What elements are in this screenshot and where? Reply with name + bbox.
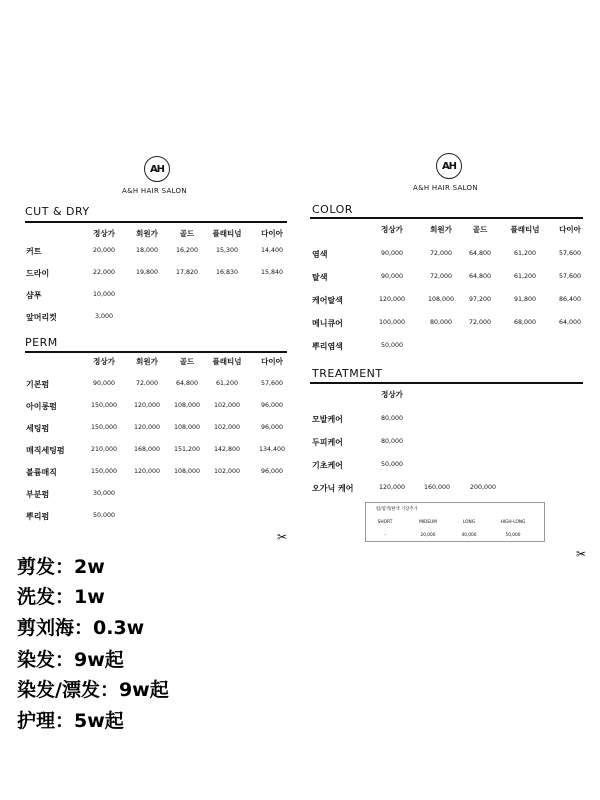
color-header-4: 다이아 [559,225,581,234]
logo-left: AH [144,156,170,182]
perm-row-value: 120,000 [133,402,161,409]
perm-header-2: 골드 [179,357,195,366]
treatment-row-value: 160,000 [423,484,451,491]
perm-row-label: 세팅펌 [26,424,50,433]
color-row-value: 61,200 [513,273,537,280]
color-row-label: 메니큐어 [312,319,343,328]
perm-row-value: 50,000 [92,512,116,519]
perm-row-value: 102,000 [213,468,241,475]
brand-name-left: A&H HAIR SALON [122,187,187,195]
perm-row-value: 120,000 [133,424,161,431]
perm-row-value: 61,200 [215,380,239,387]
perm-row-value: 151,200 [173,446,201,453]
perm-row-value: 108,000 [173,402,201,409]
length-header-2: LONG [462,520,476,525]
treatment-row-label: 기초케어 [312,461,343,470]
color-row-value: 90,000 [380,250,404,257]
cut_dry-row-value: 15,300 [215,247,239,254]
treatment-row-value: 120,000 [378,484,406,491]
scissors-icon: ✂ [277,530,288,544]
perm-row-value: 102,000 [213,424,241,431]
color-row-value: 57,600 [558,250,582,257]
treatment-row-label: 모발케어 [312,415,343,424]
perm-row-value: 57,600 [260,380,284,387]
color-row-value: 120,000 [378,296,406,303]
color-row-label: 염색 [312,250,328,259]
scissors-icon: ✂ [576,547,587,561]
perm-header-3: 플래티넘 [212,357,242,366]
perm-row-value: 30,000 [92,490,116,497]
perm-title: PERM [25,336,58,349]
perm-header-0: 정상가 [93,357,115,366]
cut_dry-rule [25,221,287,223]
cut_dry-row-label: 드라이 [26,269,50,278]
perm-row-value: 150,000 [90,402,118,409]
length-value-2: 40,000 [461,533,477,538]
color-row-label: 뿌리염색 [312,342,343,351]
perm-row-value: 134,400 [258,446,286,453]
perm-row-label: 매직세팅펌 [26,446,65,455]
color-header-2: 골드 [472,225,488,234]
handwritten-note: 洗发：1w [17,586,105,608]
color-row-value: 57,600 [558,273,582,280]
cut_dry-row-value: 19,800 [135,269,159,276]
perm-row-value: 108,000 [173,424,201,431]
treatment-row-label: 오가닉 케어 [312,484,354,493]
brand-name-right: A&H HAIR SALON [413,184,478,192]
logo-right: AH [436,153,462,179]
cut_dry-row-value: 16,830 [215,269,239,276]
color-header-0: 정상가 [381,225,403,234]
color-row-value: 86,400 [558,296,582,303]
treatment-row-value: 200,000 [469,484,497,491]
perm-row-value: 90,000 [92,380,116,387]
length-header-3: HIGH-LONG [500,520,526,525]
color-row-value: 72,000 [429,250,453,257]
perm-row-value: 64,800 [175,380,199,387]
cut_dry-row-value: 16,200 [175,247,199,254]
color-row-value: 50,000 [380,342,404,349]
color-row-value: 72,000 [429,273,453,280]
color-row-value: 64,800 [468,250,492,257]
perm-row-value: 96,000 [260,468,284,475]
length-value-3: 50,000 [505,533,521,538]
color-row-label: 탈색 [312,273,328,282]
perm-row-label: 부분펌 [26,490,50,499]
cut_dry-row-value: 15,840 [260,269,284,276]
cut_dry-row-label: 커트 [26,247,42,256]
perm-row-value: 142,800 [213,446,241,453]
handwritten-note: 护理：5w起 [17,710,124,732]
color-row-value: 90,000 [380,273,404,280]
color-row-value: 68,000 [513,319,537,326]
perm-row-value: 96,000 [260,424,284,431]
color-row-value: 80,000 [429,319,453,326]
perm-row-value: 150,000 [90,468,118,475]
perm-row-value: 96,000 [260,402,284,409]
cut_dry-row-label: 샴푸 [26,291,42,300]
perm-row-value: 108,000 [173,468,201,475]
length-caption: 펌/염색/탈색 기장추가 [376,507,418,512]
color-title: COLOR [312,203,353,216]
treatment-header: 정상가 [381,390,403,399]
perm-row-value: 168,000 [133,446,161,453]
perm-row-value: 150,000 [90,424,118,431]
perm-row-label: 뿌리펌 [26,512,50,521]
color-row-value: 97,200 [468,296,492,303]
treatment-title: TREATMENT [312,367,383,380]
color-row-value: 108,000 [427,296,455,303]
cut_dry-header-1: 회원가 [136,229,158,238]
perm-row-value: 102,000 [213,402,241,409]
treatment-row-label: 두피케어 [312,438,343,447]
cut_dry-row-value: 20,000 [92,247,116,254]
cut_dry-row-value: 17,820 [175,269,199,276]
cut_dry-header-3: 플래티넘 [212,229,242,238]
color-row-value: 100,000 [378,319,406,326]
color-header-3: 플래티넘 [510,225,540,234]
length-header-0: SHORT [377,520,393,525]
cut_dry-row-value: 3,000 [94,313,114,320]
perm-row-label: 아이롱펌 [26,402,57,411]
treatment-row-value: 80,000 [380,415,404,422]
handwritten-note: 染发：9w起 [17,649,124,671]
perm-header-1: 회원가 [136,357,158,366]
perm-row-label: 볼륨매직 [26,468,57,477]
perm-row-label: 기본펌 [26,380,50,389]
handwritten-note: 剪发：2w [17,556,105,578]
perm-header-4: 다이아 [261,357,283,366]
cut_dry-row-value: 14,400 [260,247,284,254]
color-row-value: 64,000 [558,319,582,326]
length-header-1: MIDEUM [419,520,437,525]
cut_dry-header-2: 골드 [179,229,195,238]
treatment-row-value: 80,000 [380,438,404,445]
treatment-rule [310,382,583,384]
length-value-1: 20,000 [420,533,436,538]
color-row-value: 72,000 [468,319,492,326]
handwritten-note: 剪刘海：0.3w [17,617,145,639]
color-row-value: 64,800 [468,273,492,280]
cut_dry-header-4: 다이아 [261,229,283,238]
color-row-value: 91,800 [513,296,537,303]
color-header-1: 회원가 [430,225,452,234]
perm-row-value: 72,000 [135,380,159,387]
color-rule [310,217,583,219]
cut_dry-header-0: 정상가 [93,229,115,238]
perm-row-value: 210,000 [90,446,118,453]
cut_dry-title: CUT & DRY [25,205,90,218]
perm-rule [25,351,287,353]
treatment-row-value: 50,000 [380,461,404,468]
cut_dry-row-value: 10,000 [92,291,116,298]
handwritten-note: 染发/漂发：9w起 [17,679,169,701]
perm-row-value: 120,000 [133,468,161,475]
length-value-0: - [384,533,386,538]
cut_dry-row-value: 22,000 [92,269,116,276]
color-row-label: 케어탈색 [312,296,343,305]
cut_dry-row-label: 앞머리컷 [26,313,57,322]
color-row-value: 61,200 [513,250,537,257]
cut_dry-row-value: 18,000 [135,247,159,254]
